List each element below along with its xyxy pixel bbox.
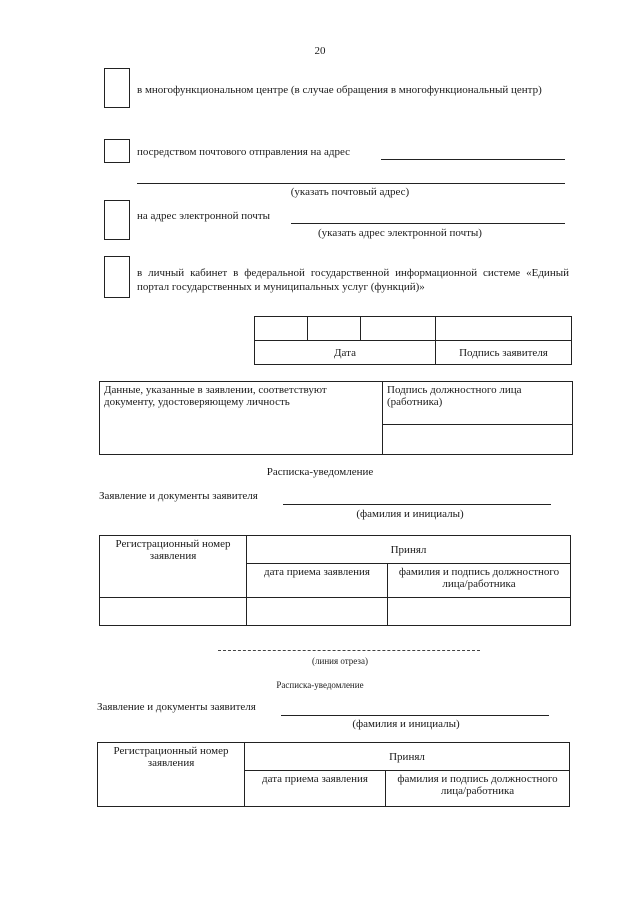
date-label: Дата [255,341,436,365]
receipt-1-reg-header: Регистрационный номер заявления [100,536,247,598]
official-signature-cell[interactable] [383,424,573,454]
date-year-cell[interactable] [361,317,436,341]
receipt-1-name-line[interactable] [283,504,551,505]
receipt-2-reg-header: Регистрационный номер заявления [98,743,245,807]
receipt-1-title: Расписка-уведомление [266,466,374,478]
receipt-2-label: Заявление и документы заявителя [97,701,256,713]
receipt-1-sign-cell[interactable] [388,598,571,626]
email-address-line[interactable] [291,223,565,224]
checkbox-mfc[interactable] [104,68,130,108]
option-cabinet-label: в личный кабинет в федеральной государственной информационной системе «Единый портал государственных и муниципальных услуг (функций)» [137,267,569,293]
receipt-1-reg-cell[interactable] [100,598,247,626]
checkbox-post[interactable] [104,139,130,163]
verification-table [99,381,573,455]
signature-cell[interactable] [436,317,572,341]
receipt-1-date-header: дата приема заявления [247,564,388,598]
page-number: 20 [314,45,326,57]
applicant-signature-label: Подпись заявителя [436,341,572,365]
receipt-1-accepted-header: Принял [247,536,571,564]
receipt-2-table [97,742,570,807]
date-signature-table [254,316,572,365]
option-mfc-label: в многофункциональном центре (в случае обращения в многофункциональный центр) [137,84,542,96]
option-email-label: на адрес электронной почты [137,210,271,222]
official-signature-label: Подпись должностного лица (работника) [383,382,573,425]
post-address-line[interactable] [381,159,565,160]
date-month-cell[interactable] [308,317,361,341]
verification-text: Данные, указанные в заявлении, соответствуют документу, удостоверяющему личность [100,382,383,455]
receipt-1-label: Заявление и документы заявителя [99,490,258,502]
email-address-hint: (указать адрес электронной почты) [318,227,482,239]
receipt-2-accepted-header: Принял [245,743,570,771]
receipt-1-table [99,535,571,626]
receipt-1-sign-header: фамилия и подпись должностного лица/работника [388,564,571,598]
post-address-hint: (указать почтовый адрес) [290,186,410,198]
receipt-2-name-line[interactable] [281,715,549,716]
receipt-2-sign-header: фамилия и подпись должностного лица/работника [386,771,570,807]
receipt-1-name-hint: (фамилия и инициалы) [356,508,464,520]
receipt-2-date-header: дата приема заявления [245,771,386,807]
cut-line-label: (линия отреза) [312,656,368,666]
date-day-cell[interactable] [255,317,308,341]
post-address-line-2[interactable] [137,183,565,184]
receipt-1-date-cell[interactable] [247,598,388,626]
receipt-2-title: Расписка-уведомление [276,680,364,690]
checkbox-cabinet[interactable] [104,256,130,298]
option-post-label: посредством почтового отправления на адрес [137,146,351,158]
cut-line [218,650,480,651]
receipt-2-name-hint: (фамилия и инициалы) [352,718,460,730]
checkbox-email[interactable] [104,200,130,240]
